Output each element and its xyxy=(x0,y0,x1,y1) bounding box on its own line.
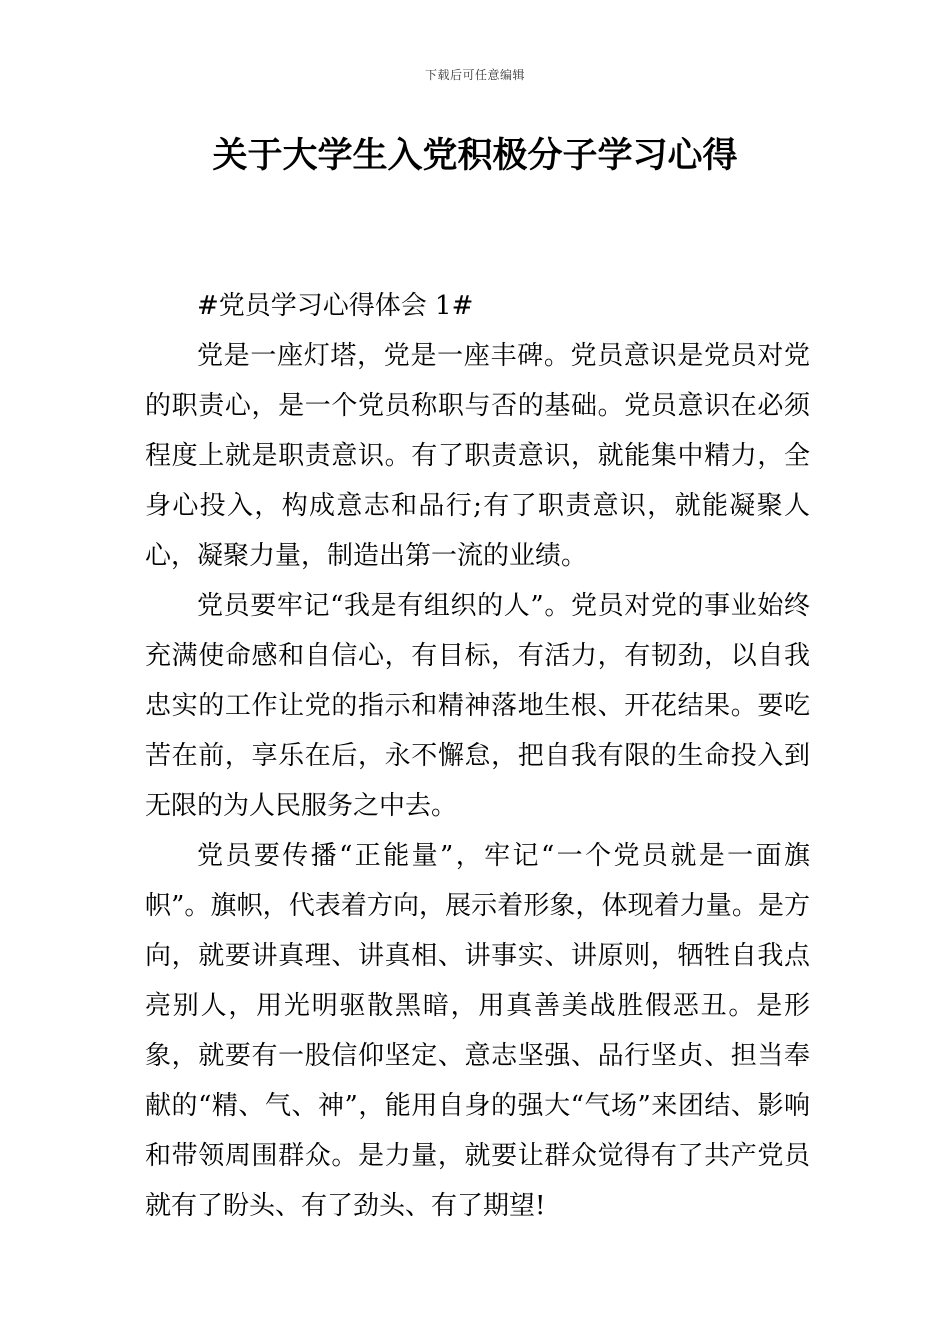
section-heading: #党员学习心得体会 1# xyxy=(197,291,474,321)
paragraph-1: 党是一座灯塔，党是一座丰碑。党员意识是党员对党的职责心，是一个党员称职与否的基础。党员意识在必须程度上就是职责意识。有了职责意识，就能集中精力，全身心投入，构成意志和品行;有了职责意识，就能凝聚人心，凝聚力量，制造出第一流的业绩。 xyxy=(145,341,810,571)
header-watermark: 下载后可任意编辑 xyxy=(424,68,525,82)
paragraph-2: 党员要牢记“我是有组织的人”。党员对党的事业始终充满使命感和自信心，有目标，有活力，有韧劲，以自我忠实的工作让党的指示和精神落地生根、开花结果。要吃苦在前，享乐在后，永不懈怠，把自我有限的生命投入到无限的为人民服务之中去。 xyxy=(145,591,810,821)
document-title: 关于大学生入党积极分子学习心得 xyxy=(212,136,738,176)
paragraph-3: 党员要传播“正能量”，牢记“一个党员就是一面旗帜”。旗帜，代表着方向，展示着形象，体现着力量。是方向，就要讲真理、讲真相、讲事实、讲原则，牺牲自我点亮别人，用光明驱散黑暗，用真善美战胜假恶丑。是形象，就要有一股信仰坚定、意志坚强、品行坚贞、担当奉献的“精、气、神”，能用自身的强大“气场”来团结、影响和带领周围群众。是力量，就要让群众觉得有了共产党员就有了盼头、有了劲头、有了期望! xyxy=(145,841,810,1221)
document-body xyxy=(145,281,810,1231)
